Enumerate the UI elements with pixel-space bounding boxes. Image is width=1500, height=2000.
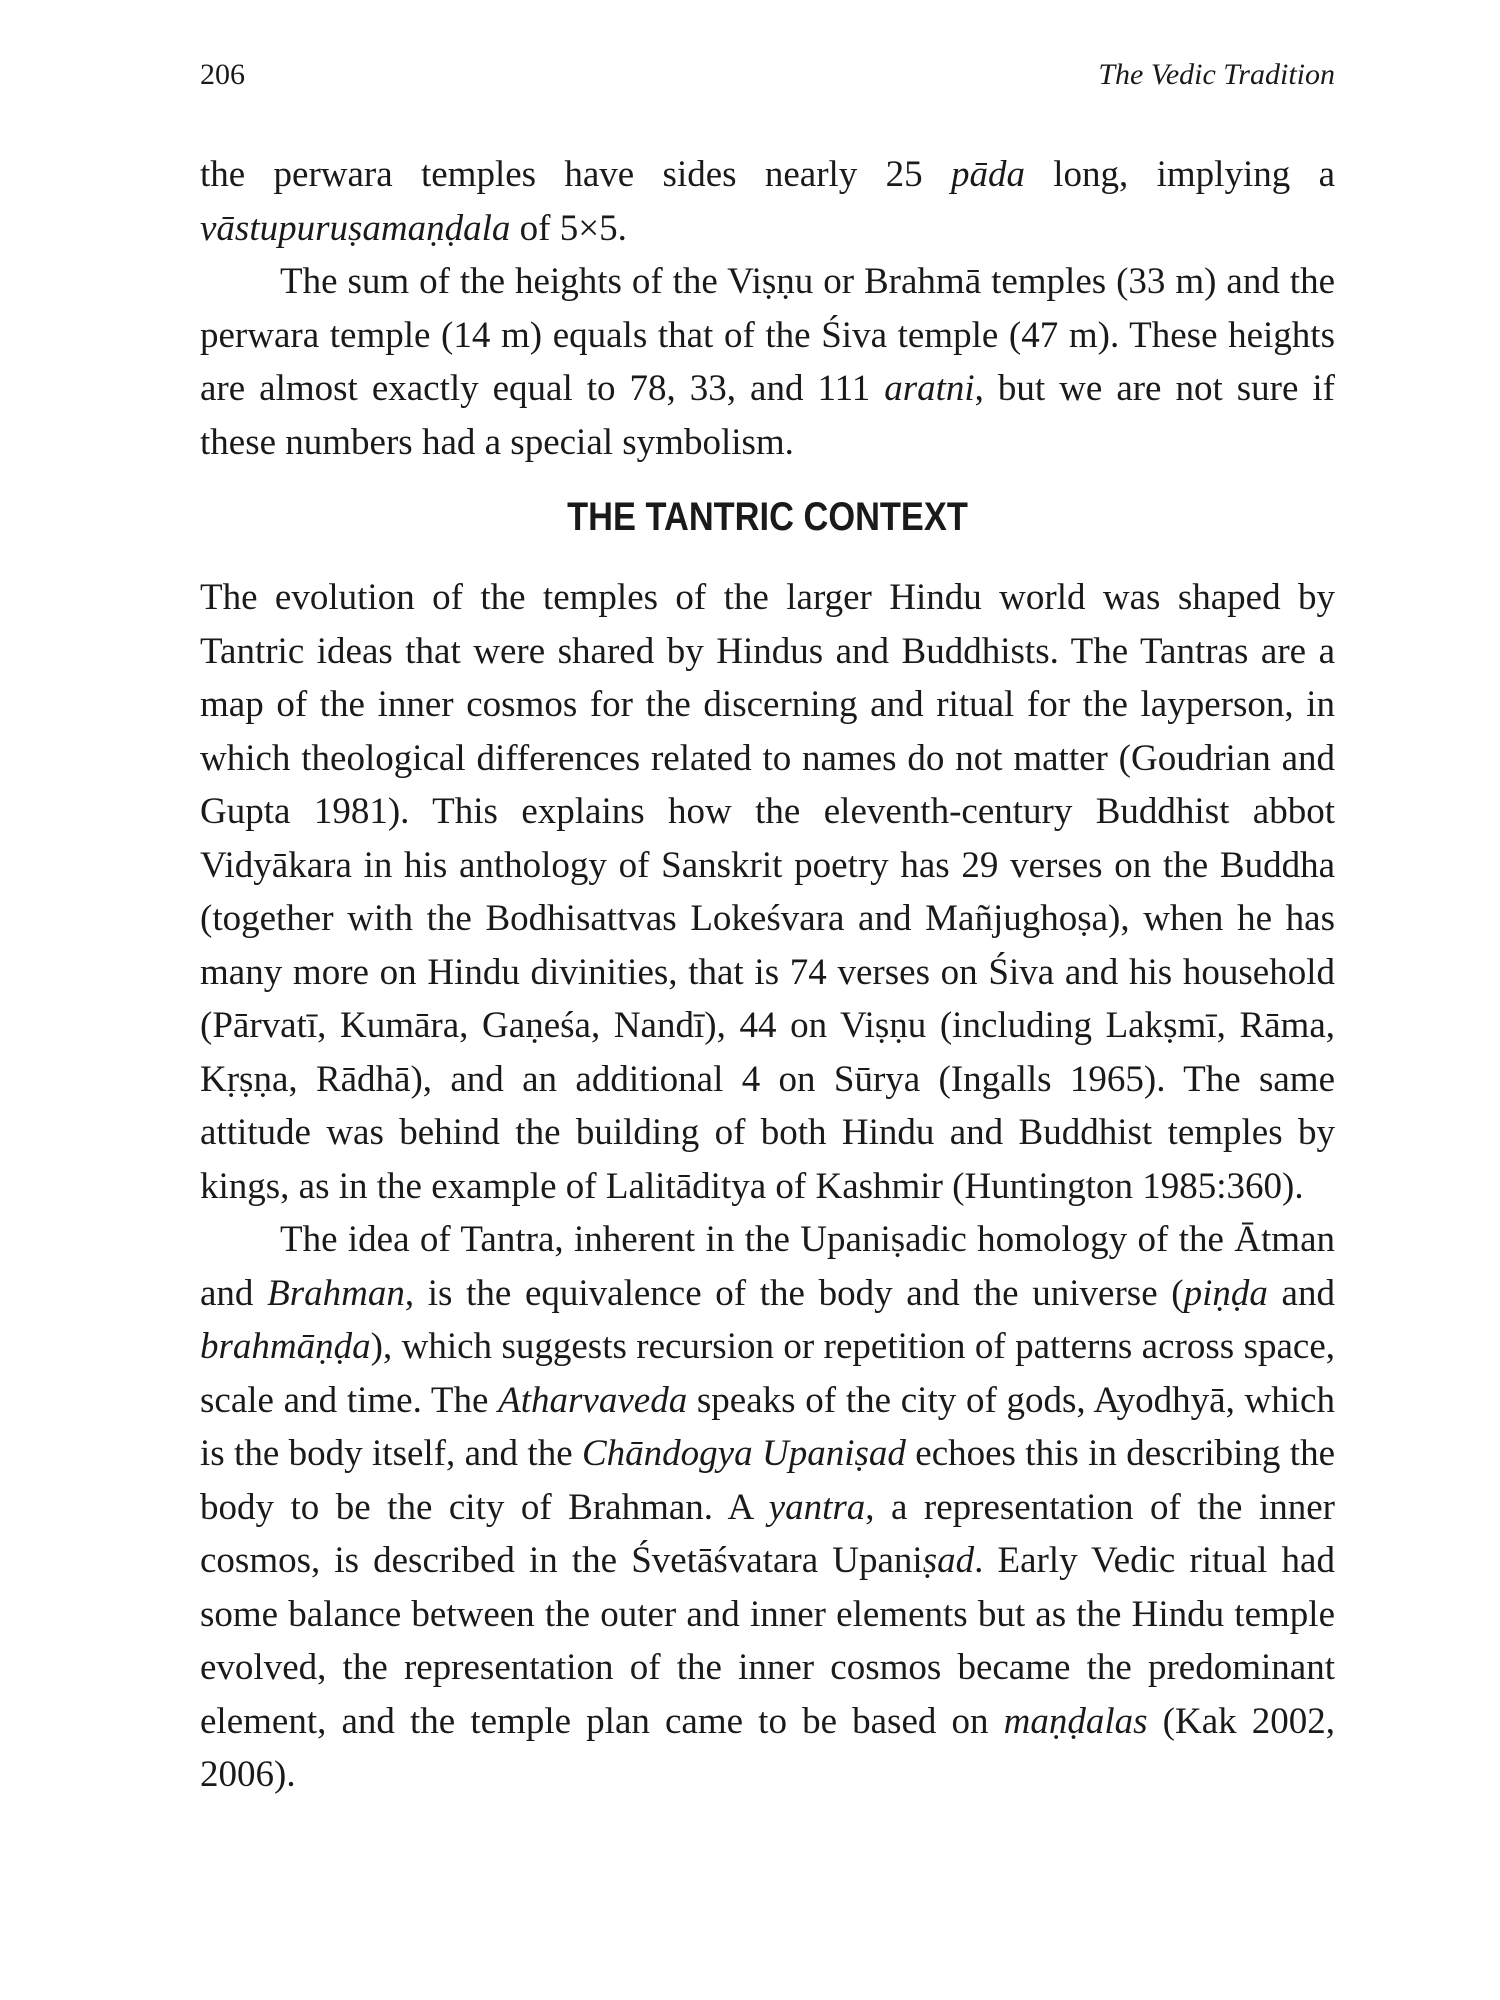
text-run: the perwara temples have sides nearly 25 xyxy=(200,154,951,195)
text-run: and xyxy=(1267,1272,1335,1314)
text-run: ), which suggests recursion or repetition of patterns across space, scale and time. The xyxy=(200,1326,1335,1421)
italic-term: brahmāṇḍa xyxy=(200,1326,371,1367)
paragraph-2 xyxy=(200,255,1335,469)
text-run: long, implying a xyxy=(1024,154,1335,195)
italic-term: maṇḍalas xyxy=(1003,1700,1148,1742)
paragraph-4 xyxy=(200,1213,1335,1802)
section-heading: THE TANTRIC CONTEXT xyxy=(567,495,968,539)
italic-term: yantra xyxy=(768,1486,866,1528)
text-run: , is the equivalence of the body and the universe ( xyxy=(404,1272,1184,1314)
text-run: (Kak 2002, 2006). xyxy=(200,1700,1335,1795)
paragraph-3: The evolution of the temples of the larger Hindu world was shaped by Tantric ideas that were shared by Hindus and Buddhists. The Tantras are a map of the inner cosmos for the discerning and ritual for the layperson, in which theological differences related to names do not matter (Goudrian and Gupta 1981). This explains how the eleventh-century Buddhist abbot Vidyākara in his anthology of Sanskrit poetry has 29 verses on the Buddha (together with the Bodhisattvas Lokeśvara and Mañjughoṣa), when he has many more on Hindu divinities, that is 74 verses on Śiva and his household (Pārvatī, Kumāra, Gaṇeśa, Nandī), 44 on Viṣṇu (including Lakṣmī, Rāma, Kṛṣṇa, Rādhā), and an additional 4 on Sūrya (Ingalls 1965). The same attitude was behind the building of both Hindu and Buddhist temples by kings, as in the example of Lalitāditya of Kashmir (Huntington 1985:360). xyxy=(200,577,1335,1207)
italic-term: Brahman xyxy=(267,1272,405,1314)
italic-term: aratni xyxy=(884,368,975,409)
italic-term: ṣad xyxy=(922,1540,975,1581)
italic-term: Chāndogya Upaniṣad xyxy=(582,1433,906,1474)
text-run: speaks of the city of gods, Ayodhyā, which is the body itself, and the xyxy=(200,1379,1335,1474)
page-body xyxy=(200,148,1335,1802)
text-run: The idea of Tantra, inherent in the Upaniṣadic homology of the Ātman and xyxy=(200,1219,1335,1314)
running-title: The Vedic Tradition xyxy=(1098,58,1335,91)
italic-term: vāstupuruṣamaṇḍala xyxy=(200,207,511,249)
italic-term: piṇḍa xyxy=(1183,1272,1268,1314)
italic-term: Atharvaveda xyxy=(498,1379,688,1421)
running-head xyxy=(200,58,1335,98)
text-run: echoes this in describing the body to be the city of Brahman. A xyxy=(200,1433,1336,1528)
text-run: , a representation of the inner cosmos, is described in the Śvetāśvatara Upani xyxy=(200,1486,1335,1581)
italic-term: pāda xyxy=(950,154,1025,195)
text-run: , but we are not sure if these numbers had a special symbolism. xyxy=(200,368,1335,463)
text-run: of 5×5. xyxy=(510,207,627,249)
paragraph-1 xyxy=(200,148,1335,255)
text-run: The sum of the heights of the Viṣṇu or Brahmā temples (33 m) and the perwara temple (14 m) equals that of the Śiva temple (47 m). These heights are almost exactly equal to 78, 33, and 111 xyxy=(200,261,1335,409)
page-number: 206 xyxy=(200,58,245,91)
text-run: . Early Vedic ritual had some balance between the outer and inner elements but as the Hindu temple evolved, the representation of the inner cosmos became the predominant element, and the temple plan came to be based on xyxy=(200,1540,1335,1742)
